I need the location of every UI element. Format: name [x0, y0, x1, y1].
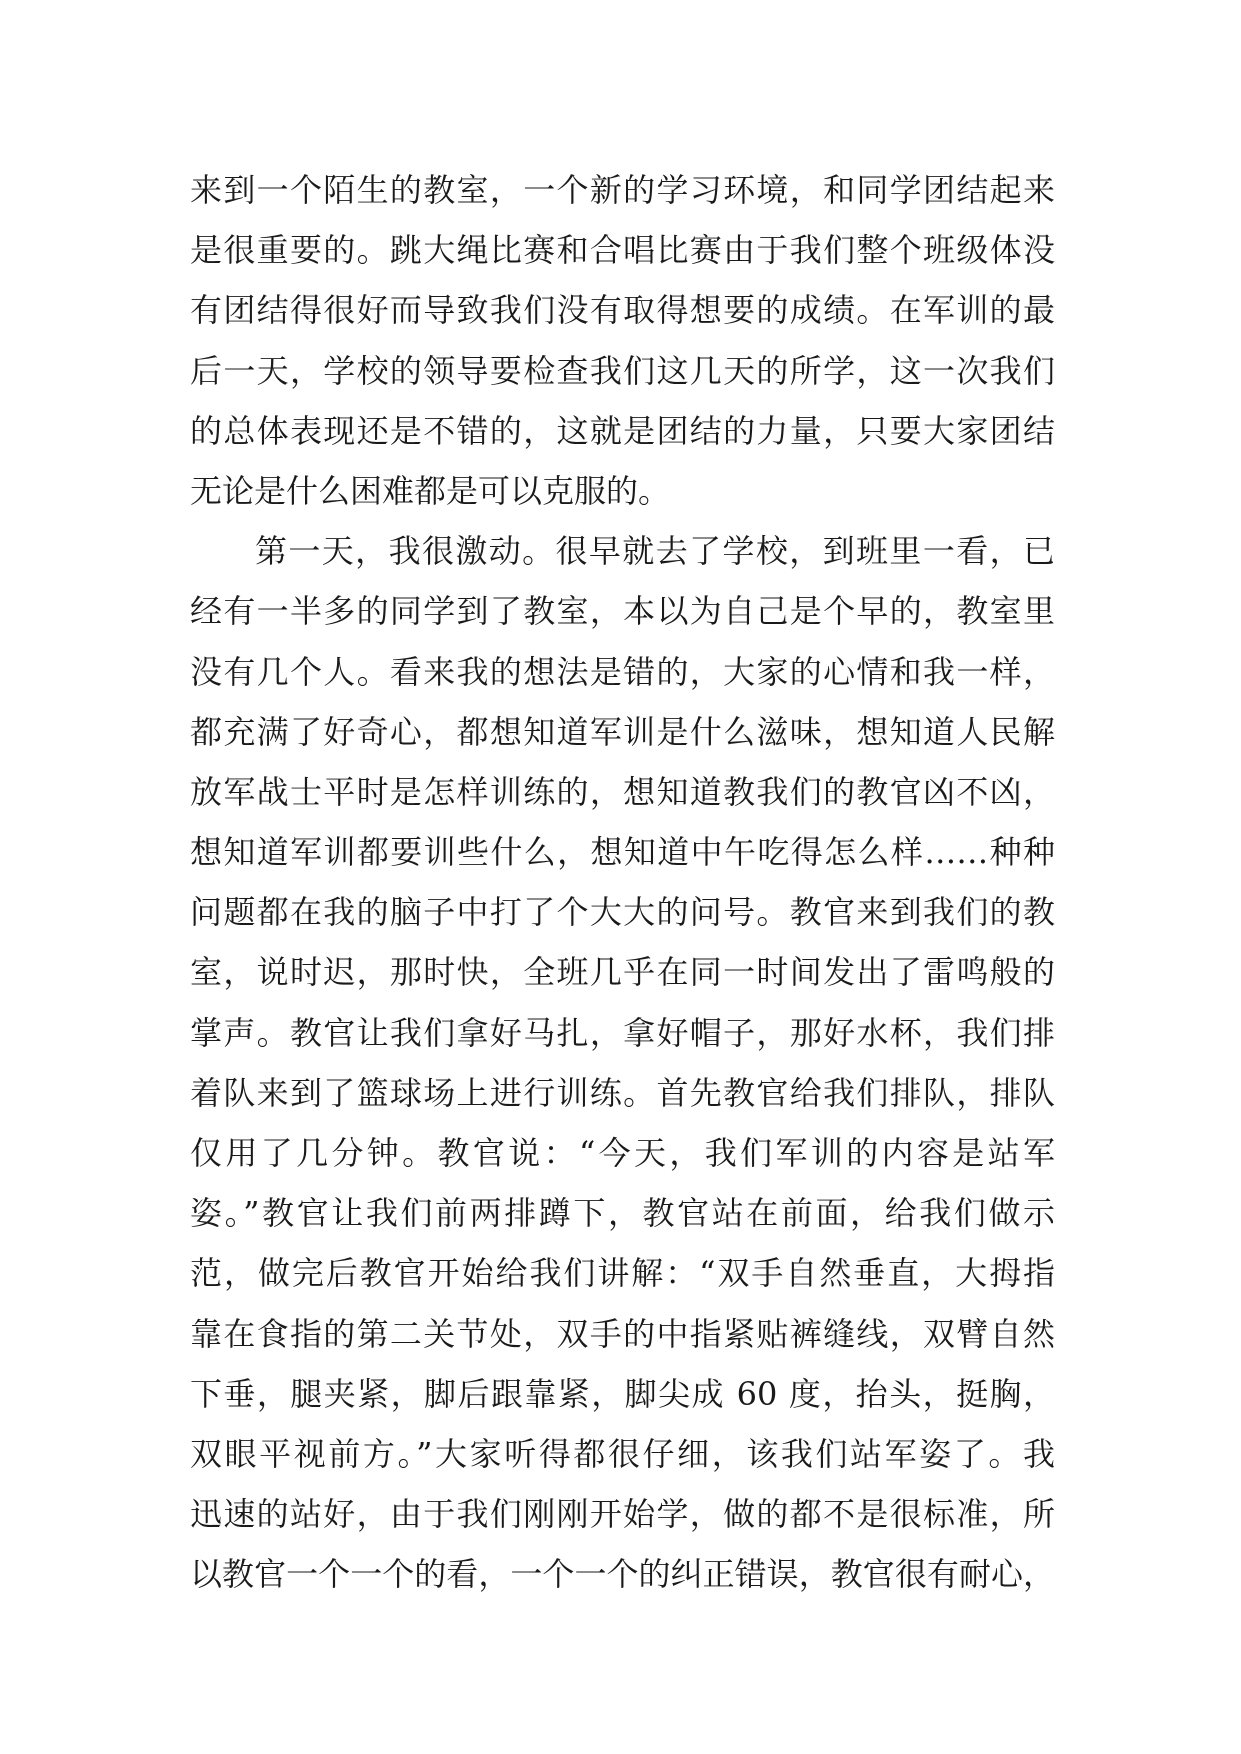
text-line: 经有一半多的同学到了教室，本以为自己是个早的，教室里 — [190, 592, 1055, 631]
text-line: 没有几个人。看来我的想法是错的，大家的心情和我一样， — [190, 652, 1055, 691]
text-line: 室，说时迟，那时快，全班几乎在同一时间发出了雷鸣般的 — [190, 953, 1055, 992]
document-body — [190, 160, 1055, 1605]
text-line: 问题都在我的脑子中打了个大大的问号。教官来到我们的教 — [190, 893, 1055, 932]
text-line: 来到一个陌生的教室，一个新的学习环境，和同学团结起来 — [190, 171, 1055, 209]
paragraph — [190, 160, 1055, 521]
text-line: 放军战士平时是怎样训练的，想知道教我们的教官凶不凶， — [190, 772, 1055, 811]
paragraph — [190, 521, 1055, 1604]
text-line: 以教官一个一个的看，一个一个的纠正错误，教官很有耐心， — [190, 1555, 1055, 1594]
text-line: 无论是什么困难都是可以克服的。 — [190, 471, 671, 510]
text-line: 有团结得很好而导致我们没有取得想要的成绩。在军训的最 — [190, 291, 1055, 330]
text-line: 想知道军训都要训些什么，想知道中午吃得怎么样……种种 — [190, 833, 1055, 872]
text-line: 第一天，我很激动。很早就去了学校，到班里一看，已 — [255, 532, 1055, 571]
text-line: 仅用了几分钟。教官说：“今天，我们军训的内容是站军 — [190, 1134, 1055, 1172]
text-line: 范，做完后教官开始给我们讲解：“双手自然垂直，大拇指 — [190, 1254, 1055, 1293]
text-line: 都充满了好奇心，都想知道军训是什么滋味，想知道人民解 — [190, 712, 1055, 751]
text-line: 双眼平视前方。”大家听得都很仔细，该我们站军姿了。我 — [190, 1434, 1055, 1473]
text-line: 姿。”教官让我们前两排蹲下，教官站在前面，给我们做示 — [190, 1194, 1055, 1233]
text-line: 掌声。教官让我们拿好马扎，拿好帽子，那好水杯，我们排 — [190, 1013, 1055, 1052]
text-line: 的总体表现还是不错的，这就是团结的力量，只要大家团结 — [190, 411, 1055, 450]
text-line: 迅速的站好，由于我们刚刚开始学，做的都不是很标准，所 — [190, 1495, 1055, 1534]
text-line: 着队来到了篮球场上进行训练。首先教官给我们排队，排队 — [190, 1073, 1055, 1112]
text-line: 后一天，学校的领导要检查我们这几天的所学，这一次我们 — [190, 351, 1055, 390]
text-line: 下垂，腿夹紧，脚后跟靠紧，脚尖成 60 度，抬头，挺胸， — [190, 1374, 1055, 1413]
text-line: 靠在食指的第二关节处，双手的中指紧贴裤缝线，双臂自然 — [190, 1314, 1055, 1353]
text-line: 是很重要的。跳大绳比赛和合唱比赛由于我们整个班级体没 — [190, 231, 1055, 270]
